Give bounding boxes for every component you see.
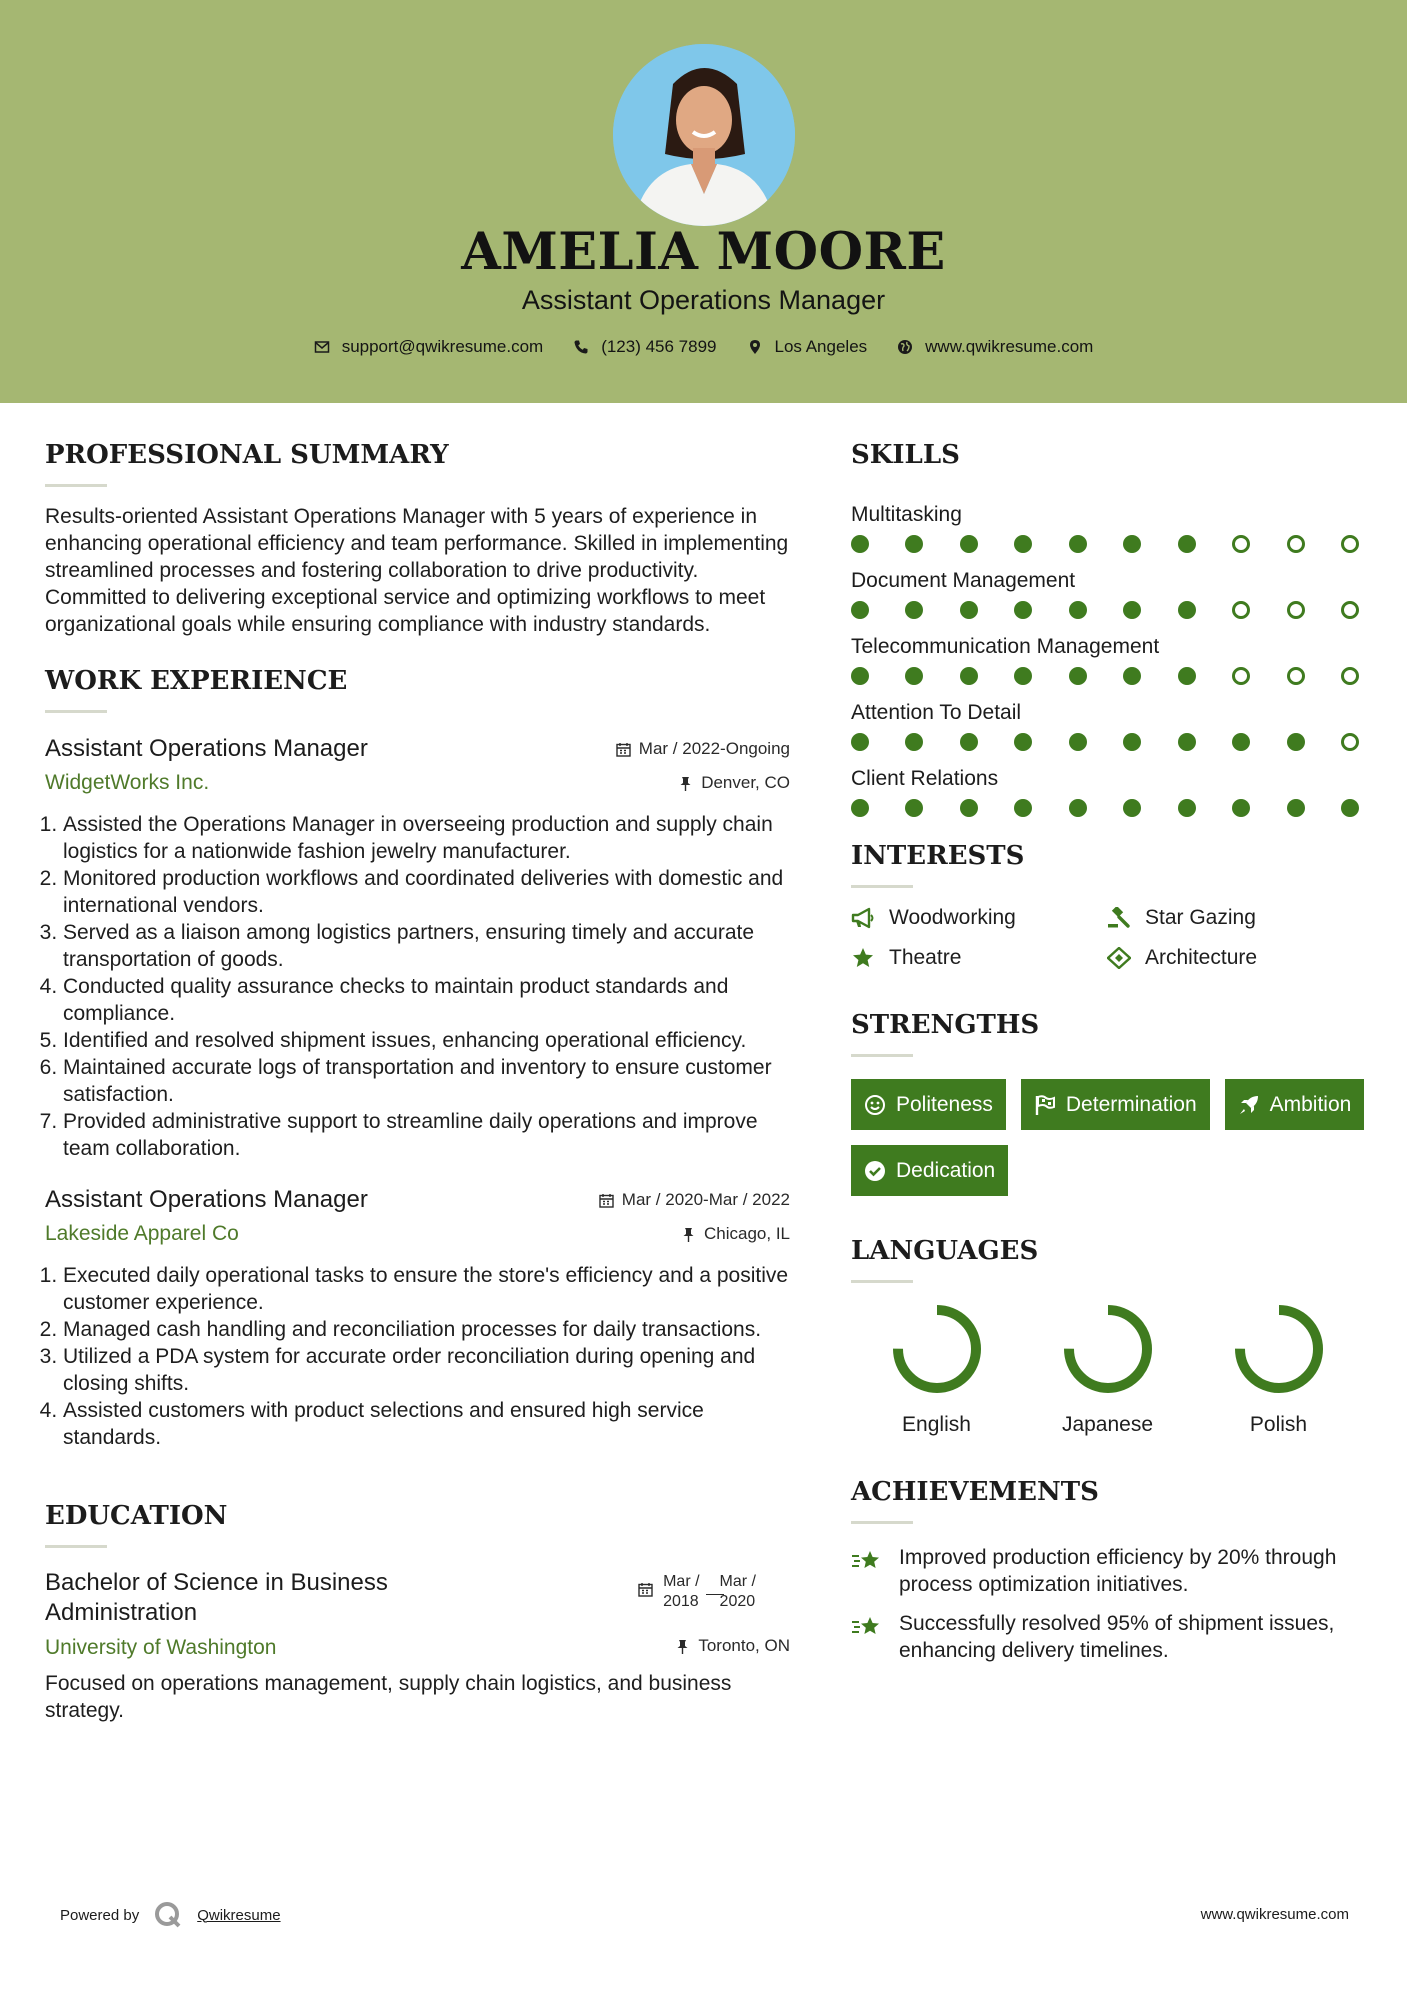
languages-list bbox=[851, 1303, 1371, 1437]
rating-dot bbox=[1178, 601, 1196, 619]
skill-rating bbox=[851, 667, 1359, 685]
rating-dot bbox=[1123, 733, 1141, 751]
job-title: Assistant Operations Manager bbox=[45, 735, 368, 762]
rating-dot bbox=[1123, 799, 1141, 817]
rating-dot bbox=[1287, 667, 1305, 685]
rating-dot bbox=[905, 799, 923, 817]
qwikresume-logo-icon bbox=[153, 1900, 183, 1930]
education-end-month: Mar / bbox=[719, 1573, 756, 1590]
interests-list bbox=[851, 906, 1371, 970]
language-name: English bbox=[902, 1413, 971, 1436]
rating-dot bbox=[1341, 667, 1359, 685]
rating-dot bbox=[1069, 667, 1087, 685]
degree-line: Bachelor of Science in Business bbox=[45, 1569, 388, 1596]
rating-dot bbox=[1069, 733, 1087, 751]
contact-website[interactable] bbox=[897, 337, 1093, 357]
rating-dot bbox=[1014, 535, 1032, 553]
summary-heading: PROFESSIONAL SUMMARY bbox=[45, 440, 449, 470]
interest-item bbox=[851, 946, 1107, 970]
rating-dot bbox=[1178, 535, 1196, 553]
job-bullet: 7. Provided administrative support to streamline daily operations and improve team collaboration. bbox=[63, 1108, 790, 1162]
interest-item bbox=[851, 906, 1107, 930]
rating-dot bbox=[1014, 601, 1032, 619]
envelope-icon bbox=[314, 339, 330, 355]
language-item bbox=[1193, 1303, 1364, 1437]
rating-dot bbox=[905, 601, 923, 619]
left-column bbox=[45, 440, 790, 1724]
rating-dot bbox=[1014, 667, 1032, 685]
contact-phone-text: (123) 456 7899 bbox=[601, 337, 717, 356]
education-end bbox=[720, 1572, 756, 1612]
language-ring bbox=[1233, 1303, 1325, 1395]
rating-dot bbox=[1069, 601, 1087, 619]
rating-dot bbox=[851, 733, 869, 751]
education-dates bbox=[638, 1572, 756, 1612]
rating-dot bbox=[905, 535, 923, 553]
rating-dot bbox=[1123, 535, 1141, 553]
education-location-text: Toronto, ON bbox=[698, 1636, 790, 1655]
rating-dot bbox=[1287, 535, 1305, 553]
profile-photo bbox=[613, 44, 795, 226]
contact-email[interactable] bbox=[314, 337, 544, 357]
job-title: Assistant Operations Manager bbox=[45, 1186, 368, 1213]
rating-dot bbox=[1232, 535, 1250, 553]
right-column bbox=[851, 440, 1371, 1676]
rating-dot bbox=[1232, 667, 1250, 685]
experience-heading: WORK EXPERIENCE bbox=[45, 666, 348, 696]
job-bullet: 2. Monitored production workflows and coordinated deliveries with domestic and international vendors. bbox=[63, 865, 790, 919]
skill-rating bbox=[851, 601, 1359, 619]
rating-dot bbox=[851, 535, 869, 553]
footer-powered bbox=[60, 1900, 281, 1930]
languages-divider bbox=[851, 1280, 913, 1283]
language-level-arc bbox=[1240, 1310, 1318, 1388]
rating-dot bbox=[851, 667, 869, 685]
interest-label: Star Gazing bbox=[1145, 906, 1256, 929]
education-start bbox=[663, 1572, 699, 1612]
rating-dot bbox=[1014, 733, 1032, 751]
check-circle-icon bbox=[864, 1160, 886, 1182]
language-ring bbox=[1062, 1303, 1154, 1395]
languages-heading: LANGUAGES bbox=[851, 1236, 1039, 1266]
candidate-title: Assistant Operations Manager bbox=[521, 285, 886, 315]
job-location bbox=[678, 773, 790, 793]
rating-dot bbox=[1178, 667, 1196, 685]
strength-label: Politeness bbox=[896, 1092, 993, 1116]
strengths-heading: STRENGTHS bbox=[851, 1010, 1040, 1040]
language-item bbox=[1022, 1303, 1193, 1437]
contact-email-text: support@qwikresume.com bbox=[341, 337, 544, 356]
ticket-icon bbox=[1107, 947, 1131, 969]
skill-rating bbox=[851, 535, 1359, 553]
star-trophy-icon bbox=[851, 1614, 883, 1642]
strengths-divider bbox=[851, 1054, 913, 1057]
interest-label: Woodworking bbox=[889, 906, 1016, 929]
smile-icon bbox=[864, 1094, 886, 1116]
job-dates bbox=[599, 1190, 790, 1210]
rating-dot bbox=[1232, 601, 1250, 619]
language-level-arc bbox=[1069, 1310, 1147, 1388]
contact-website-text: www.qwikresume.com bbox=[925, 337, 1094, 356]
education-entry bbox=[45, 1568, 790, 1724]
strength-chip bbox=[851, 1145, 1008, 1196]
job-dates-text: Mar / 2022-Ongoing bbox=[638, 739, 790, 758]
rating-dot bbox=[1178, 733, 1196, 751]
interest-item bbox=[1107, 946, 1363, 970]
rocket-icon bbox=[1238, 1094, 1260, 1116]
rating-dot bbox=[960, 601, 978, 619]
rating-dot bbox=[1123, 601, 1141, 619]
education-location bbox=[675, 1636, 790, 1656]
job-dates-text: Mar / 2020-Mar / 2022 bbox=[621, 1190, 790, 1209]
powered-by-label: Powered by bbox=[60, 1906, 140, 1924]
rating-dot bbox=[960, 535, 978, 553]
star-trophy-icon bbox=[851, 1548, 883, 1576]
interests-heading: INTERESTS bbox=[851, 841, 1025, 871]
strength-chip bbox=[1021, 1079, 1210, 1130]
skill-name: Multitasking bbox=[851, 503, 962, 526]
job-bullet: 4. Conducted quality assurance checks to maintain product standards and compliance. bbox=[63, 973, 790, 1027]
contact-phone[interactable] bbox=[573, 337, 716, 357]
job-bullet: 4. Assisted customers with product selections and ensured high service standards. bbox=[63, 1397, 790, 1451]
pin-icon bbox=[678, 776, 693, 791]
rating-dot bbox=[1341, 535, 1359, 553]
education-heading: EDUCATION bbox=[45, 1501, 228, 1531]
education-description: Focused on operations management, supply chain logistics, and business strategy. bbox=[45, 1672, 732, 1722]
rating-dot bbox=[960, 733, 978, 751]
skill-rating bbox=[851, 799, 1359, 817]
skills-spacer bbox=[851, 478, 913, 481]
skill-name: Client Relations bbox=[851, 767, 999, 790]
map-pin-icon bbox=[747, 339, 763, 355]
education-start-year: 2018 bbox=[663, 1593, 699, 1610]
education-end-year: 2020 bbox=[719, 1593, 756, 1610]
job-location-text: Denver, CO bbox=[701, 773, 790, 792]
skill-rating bbox=[851, 733, 1359, 751]
summary-divider bbox=[45, 484, 107, 487]
job-bullets bbox=[45, 1262, 790, 1451]
footer-website[interactable]: www.qwikresume.com bbox=[1200, 1906, 1349, 1923]
calendar-icon bbox=[616, 742, 631, 757]
degree-line: Administration bbox=[45, 1599, 198, 1626]
rating-dot bbox=[1232, 733, 1250, 751]
rating-dot bbox=[1232, 799, 1250, 817]
job-bullet: 1. Executed daily operational tasks to ensure the store's efficiency and a positive customer experience. bbox=[63, 1262, 790, 1316]
rating-dot bbox=[960, 667, 978, 685]
education-divider bbox=[45, 1545, 107, 1548]
job-dates bbox=[616, 739, 790, 759]
phone-icon bbox=[573, 339, 589, 355]
contact-bar bbox=[0, 337, 1407, 357]
strength-chip bbox=[851, 1079, 1006, 1130]
rating-dot bbox=[851, 799, 869, 817]
resume-header bbox=[0, 0, 1407, 403]
megaphone-icon bbox=[851, 907, 875, 929]
job-bullet: 6. Maintained accurate logs of transportation and inventory to ensure customer satisfaction. bbox=[63, 1054, 790, 1108]
language-ring bbox=[891, 1303, 983, 1395]
interests-divider bbox=[851, 885, 913, 888]
language-name: Japanese bbox=[1061, 1413, 1154, 1436]
language-item bbox=[851, 1303, 1022, 1437]
rating-dot bbox=[1123, 667, 1141, 685]
skill-name: Document Management bbox=[851, 569, 1076, 592]
job-entry bbox=[45, 1186, 790, 1451]
skill-name: Attention To Detail bbox=[851, 701, 1022, 724]
contact-location bbox=[747, 337, 868, 357]
rating-dot bbox=[1287, 799, 1305, 817]
calendar-icon bbox=[638, 1582, 653, 1597]
school-name: University of Washington bbox=[45, 1636, 277, 1659]
calendar-icon bbox=[599, 1193, 614, 1208]
globe-icon bbox=[897, 339, 913, 355]
achievement-item bbox=[851, 1610, 1371, 1664]
rating-dot bbox=[1287, 601, 1305, 619]
experience-divider bbox=[45, 710, 107, 713]
flag-icon bbox=[1034, 1094, 1056, 1116]
rating-dot bbox=[851, 601, 869, 619]
skill-name: Telecommunication Management bbox=[851, 635, 1160, 658]
strengths-list bbox=[851, 1079, 1371, 1196]
job-bullet: 1. Assisted the Operations Manager in overseeing production and supply chain logistics for a nationwide fashion jewelry manufacturer. bbox=[63, 811, 790, 865]
interest-item bbox=[1107, 906, 1363, 930]
achievement-text: Successfully resolved 95% of shipment issues, enhancing delivery timelines. bbox=[899, 1612, 1335, 1662]
job-bullet: 2. Managed cash handling and reconciliation processes for daily transactions. bbox=[63, 1316, 790, 1343]
rating-dot bbox=[905, 667, 923, 685]
rating-dot bbox=[1341, 733, 1359, 751]
interest-label: Architecture bbox=[1145, 946, 1258, 969]
rating-dot bbox=[1341, 799, 1359, 817]
achievement-item bbox=[851, 1544, 1371, 1598]
brand-link[interactable]: Qwikresume bbox=[197, 1906, 281, 1924]
achievements-divider bbox=[851, 1521, 913, 1524]
pin-icon bbox=[675, 1639, 690, 1654]
contact-location-text: Los Angeles bbox=[774, 337, 868, 356]
job-bullet: 3. Utilized a PDA system for accurate order reconciliation during opening and closing shifts. bbox=[63, 1343, 790, 1397]
rating-dot bbox=[1178, 799, 1196, 817]
skills-list bbox=[851, 503, 1371, 817]
job-company: WidgetWorks Inc. bbox=[45, 771, 210, 794]
rating-dot bbox=[1069, 799, 1087, 817]
candidate-name: AMELIA MOORE bbox=[461, 222, 946, 282]
rating-dot bbox=[905, 733, 923, 751]
pin-icon bbox=[681, 1227, 696, 1242]
job-location-text: Chicago, IL bbox=[704, 1224, 790, 1243]
achievements-list bbox=[851, 1544, 1371, 1664]
rating-dot bbox=[960, 799, 978, 817]
skills-heading: SKILLS bbox=[851, 440, 960, 470]
language-level-arc bbox=[898, 1310, 976, 1388]
rating-dot bbox=[1287, 733, 1305, 751]
job-bullet: 3. Served as a liaison among logistics partners, ensuring timely and accurate transportation of goods. bbox=[63, 919, 790, 973]
achievements-heading: ACHIEVEMENTS bbox=[851, 1477, 1099, 1507]
job-company: Lakeside Apparel Co bbox=[45, 1222, 239, 1245]
summary-text: Results-oriented Assistant Operations Manager with 5 years of experience in enhancing operational efficiency and team performance. Skilled in implementing streamlined processes and fostering collaboration to drive productivity. Committed to delivering exceptional service and optimizing workflows to meet organizational goals while ensuring compliance with industry standards. bbox=[45, 505, 789, 636]
job-bullets bbox=[45, 811, 790, 1162]
rating-dot bbox=[1014, 799, 1032, 817]
education-start-month: Mar / bbox=[663, 1573, 700, 1590]
language-name: Polish bbox=[1249, 1413, 1308, 1436]
strength-label: Dedication bbox=[896, 1158, 996, 1182]
rating-dot bbox=[1069, 535, 1087, 553]
job-location bbox=[681, 1224, 790, 1244]
achievement-text: Improved production efficiency by 20% through process optimization initiatives. bbox=[899, 1546, 1337, 1596]
job-entry bbox=[45, 735, 790, 1162]
job-bullet: 5. Identified and resolved shipment issues, enhancing operational efficiency. bbox=[63, 1027, 790, 1054]
strength-label: Ambition bbox=[1269, 1092, 1352, 1116]
star-icon bbox=[851, 947, 875, 969]
interest-label: Theatre bbox=[889, 946, 962, 969]
strength-chip bbox=[1225, 1079, 1365, 1130]
gavel-icon bbox=[1107, 907, 1131, 929]
rating-dot bbox=[1341, 601, 1359, 619]
strength-label: Determination bbox=[1065, 1092, 1197, 1116]
